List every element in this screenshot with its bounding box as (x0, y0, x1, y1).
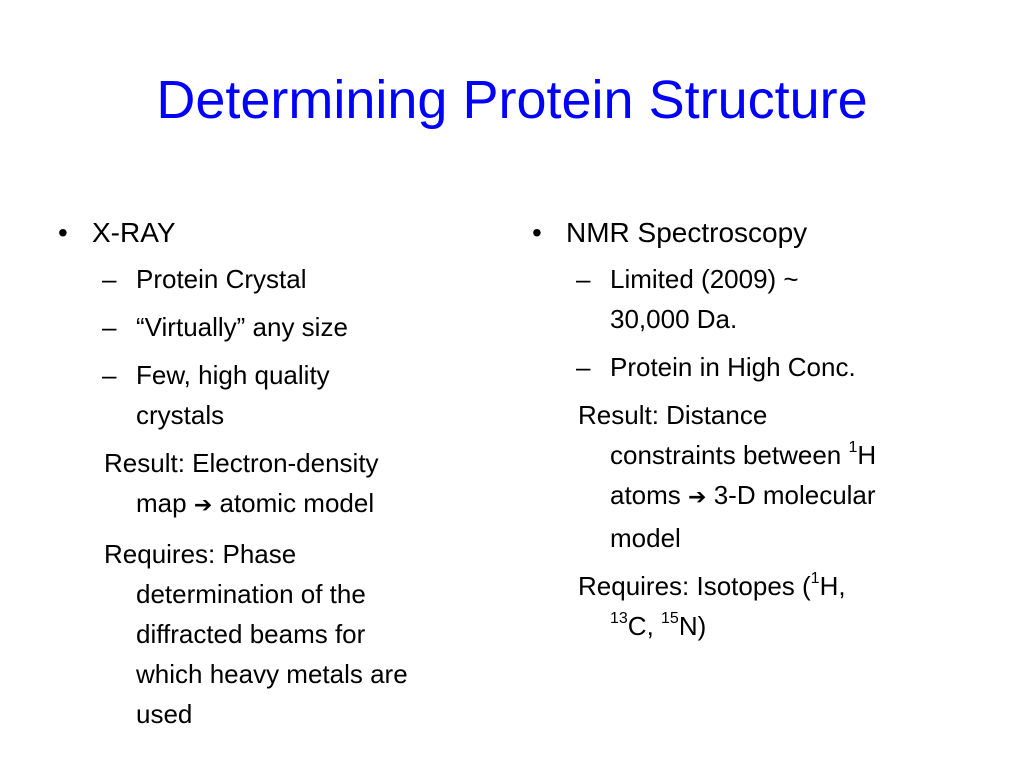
sub-bullet-text-block (610, 259, 982, 339)
result-line (578, 475, 982, 518)
left-column (58, 212, 498, 742)
dash-icon: – (102, 312, 117, 342)
requires-line: diffracted beams for (136, 619, 366, 649)
requires-line (578, 566, 982, 606)
right-arrow-icon: ➔ (688, 485, 707, 510)
bullet-nmr (532, 212, 982, 253)
sub-bullet-line: Few, high quality (136, 360, 330, 390)
bullet-xray (58, 212, 498, 253)
dash-icon: – (576, 264, 591, 294)
dash-icon: – (576, 352, 591, 382)
sub-bullet-limited (532, 259, 982, 339)
superscript: 15 (661, 610, 679, 628)
sub-bullet-line: 30,000 Da. (610, 304, 738, 334)
requires-text: Requires: Isotopes ( (578, 571, 811, 601)
result-line: Result: Electron-density (104, 448, 379, 478)
sub-bullet-text-block (136, 355, 498, 435)
sub-bullet-text: Protein in High Conc. (610, 352, 856, 382)
sub-bullet-virtually-any-size (58, 307, 498, 347)
superscript: 13 (610, 610, 628, 628)
requires-line: which heavy metals are (136, 659, 408, 689)
result-line: Result: Distance (578, 400, 768, 430)
sub-bullet-protein-crystal (58, 259, 498, 299)
requires-line: used (136, 699, 193, 729)
sub-bullet-high-conc (532, 347, 982, 387)
superscript: 1 (848, 439, 858, 457)
sub-bullet-few-high-quality (58, 355, 498, 435)
result-text: 3-D molecular (713, 480, 876, 510)
sub-bullet-text: Protein Crystal (136, 264, 307, 294)
nmr-result (532, 395, 982, 558)
right-column (532, 212, 982, 654)
requires-text: N) (678, 611, 707, 641)
result-text: map (136, 488, 187, 518)
result-line (104, 483, 498, 526)
result-text: constraints between (610, 440, 842, 470)
nmr-heading: NMR Spectroscopy (566, 217, 808, 248)
bullet-icon: • (58, 217, 68, 248)
slide-title: Determining Protein Structure (156, 70, 868, 130)
result-text: H (857, 440, 877, 470)
xray-heading: X-RAY (92, 217, 176, 248)
sub-bullet-line: crystals (136, 400, 225, 430)
result-line (578, 435, 982, 475)
xray-result (58, 443, 498, 526)
requires-line: Requires: Phase (104, 539, 297, 569)
xray-requires (58, 534, 498, 734)
sub-bullet-text: “Virtually” any size (136, 312, 348, 342)
superscript: 1 (810, 570, 820, 588)
dash-icon: – (102, 264, 117, 294)
dash-icon: – (102, 360, 117, 390)
requires-line: determination of the (136, 579, 366, 609)
requires-text: H, (819, 571, 846, 601)
result-line: model (610, 523, 681, 553)
requires-text: C, (627, 611, 654, 641)
result-text: atomic model (219, 488, 375, 518)
nmr-requires (532, 566, 982, 646)
requires-line (578, 606, 982, 646)
right-arrow-icon: ➔ (193, 493, 213, 518)
bullet-icon: • (532, 217, 542, 248)
sub-bullet-line: Limited (2009) ~ (610, 264, 799, 294)
result-text: atoms (610, 480, 681, 510)
